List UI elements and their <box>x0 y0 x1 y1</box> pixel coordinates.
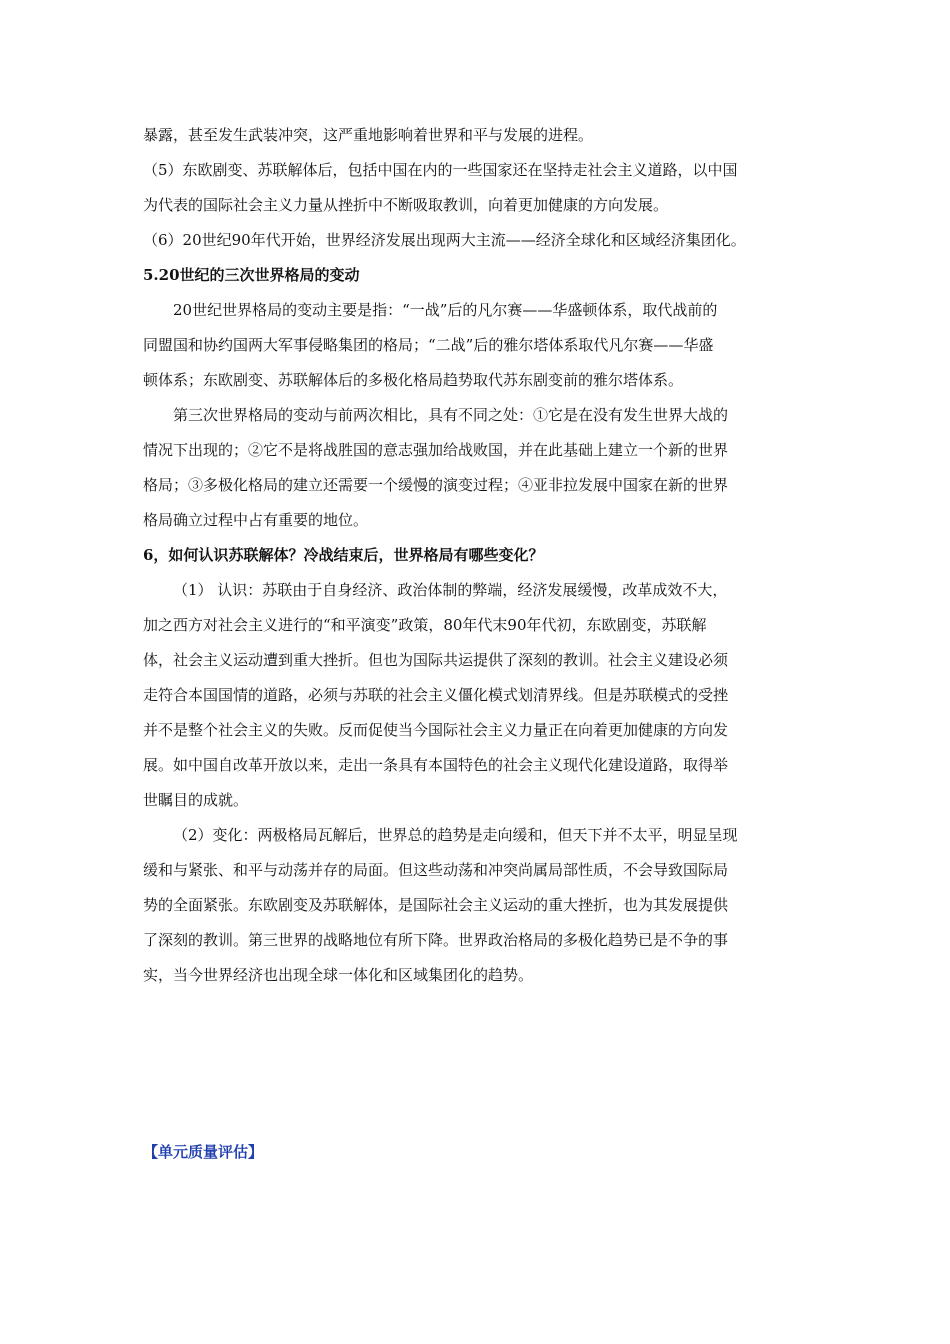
section-5-para-1-line: 20世纪世界格局的变动主要是指：“一战”后的凡尔赛——华盛顿体系，取代战前的 <box>173 301 718 319</box>
unit-assessment-label: 【单元质量评估】 <box>143 1143 264 1161</box>
section-5-para-1-line: 同盟国和协约国两大军事侵略集团的格局；“二战”后的雅尔塔体系取代凡尔赛——华盛 <box>143 336 714 354</box>
section-5-para-2-line: 第三次世界格局的变动与前两次相比，具有不同之处：①它是在没有发生世界大战的 <box>173 406 729 424</box>
section-6-para-1-line: 加之西方对社会主义进行的“和平演变”政策，80年代末90年代初，东欧剧变，苏联解 <box>143 616 707 634</box>
point-6-line-1: （6）20世纪90年代开始，世界经济发展出现两大主流——经济全球化和区域经济集团化。 <box>143 231 746 249</box>
section-6-para-2-line: 缓和与紧张、和平与动荡并存的局面。但这些动荡和冲突尚属局部性质，不会导致国际局 <box>143 861 729 879</box>
section-5-heading: 5.20世纪的三次世界格局的变动 <box>143 266 360 284</box>
section-6-para-2-line: 实，当今世界经济也出现全球一体化和区域集团化的趋势。 <box>143 966 534 984</box>
section-6-para-1-line: 世瞩目的成就。 <box>143 791 249 809</box>
section-5-para-1-line: 顿体系；东欧剧变、苏联解体后的多极化格局趋势取代苏东剧变前的雅尔塔体系。 <box>143 371 684 389</box>
document-body <box>143 118 809 993</box>
section-5-para-2-line: 格局确立过程中占有重要的地位。 <box>143 511 369 529</box>
intro-line-1: 暴露，甚至发生武装冲突，这严重地影响着世界和平与发展的进程。 <box>143 126 594 144</box>
section-6-para-1-line: （1） 认识：苏联由于自身经济、政治体制的弊端，经济发展缓慢，改革成效不大， <box>173 581 728 599</box>
section-6-para-1-line: 展。如中国自改革开放以来，走出一条具有本国特色的社会主义现代化建设道路，取得举 <box>143 756 729 774</box>
section-6-para-1-line: 体，社会主义运动遭到重大挫折。但也为国际共运提供了深刻的教训。社会主义建设必须 <box>143 651 729 669</box>
section-6-para-2-line: 了深刻的教训。第三世界的战略地位有所下降。世界政治格局的多极化趋势已是不争的事 <box>143 931 729 949</box>
section-6-heading: 6，如何认识苏联解体？冷战结束后，世界格局有哪些变化？ <box>143 546 544 564</box>
point-5-line-2: 为代表的国际社会主义力量从挫折中不断吸取教训，向着更加健康的方向发展。 <box>143 196 669 214</box>
point-5-line-1: （5）东欧剧变、苏联解体后，包括中国在内的一些国家还在坚持走社会主义道路，以中国 <box>143 161 738 179</box>
section-6-para-1-line: 并不是整个社会主义的失败。反而促使当今国际社会主义力量正在向着更加健康的方向发 <box>143 721 729 739</box>
section-5-para-2-line: 情况下出现的；②它不是将战胜国的意志强加给战败国，并在此基础上建立一个新的世界 <box>143 441 729 459</box>
section-6-para-2-line: 势的全面紧张。东欧剧变及苏联解体，是国际社会主义运动的重大挫折，也为其发展提供 <box>143 896 729 914</box>
section-6-para-1-line: 走符合本国国情的道路，必须与苏联的社会主义僵化模式划清界线。但是苏联模式的受挫 <box>143 686 729 704</box>
section-5-para-2-line: 格局；③多极化格局的建立还需要一个缓慢的演变过程；④亚非拉发展中国家在新的世界 <box>143 476 729 494</box>
section-6-para-2-line: （2）变化：两极格局瓦解后，世界总的趋势是走向缓和，但天下并不太平，明显呈现 <box>173 826 738 844</box>
